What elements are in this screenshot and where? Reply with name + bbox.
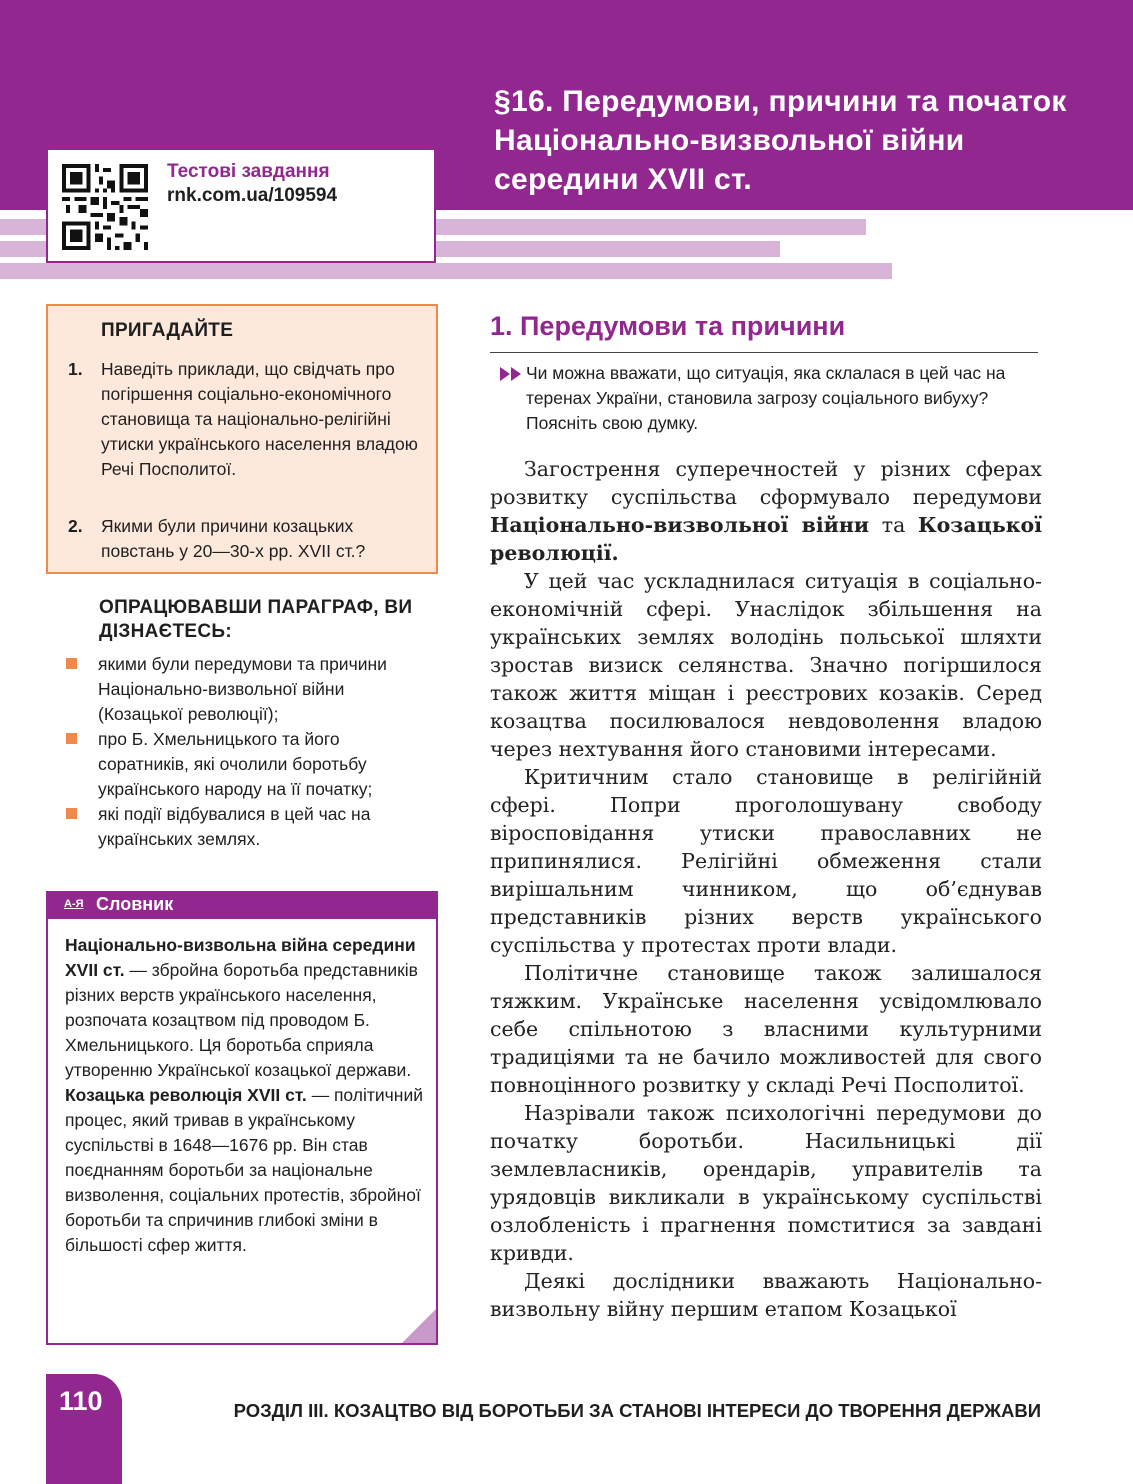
bold-term: Національно-визвольної війни <box>490 513 870 537</box>
qr-code-icon <box>62 164 148 250</box>
question-number: 1. <box>68 359 83 379</box>
dictionary-body <box>65 933 425 1258</box>
paragraph-text: та <box>869 513 918 537</box>
learn-title: ОПРАЦЮВАВШИ ПАРАГРАФ, ВИ ДІЗНАЄТЕСЬ: <box>99 597 413 642</box>
paragraph: Критичним стало становище в релігійній сфері. Попри проголошувану свободу віросповідання утиски православних не припинялися. Релігійні обмеження стали вирішальним чинником, що об’єднував представників різних верств українського суспільства у протестах проти влади. <box>490 765 1042 957</box>
question-number: 2. <box>68 516 83 536</box>
dictionary-term: Національно-визвольна війна середини XVII ст. <box>65 935 416 980</box>
qr-test-card <box>46 148 436 263</box>
chapter-footer: РОЗДІЛ III. КОЗАЦТВО ВІД БОРОТЬБИ ЗА СТАНОВІ ІНТЕРЕСИ ДО ТВОРЕННЯ ДЕРЖАВИ <box>233 1400 1041 1421</box>
paragraph: Політичне становище також залишалося тяжким. Українське населення усвідомлювало себе спільнотою з власними культурними традиціями та не бачило можливостей для свого повноцінного розвитку у складі Речі Посполитої. <box>490 961 1042 1097</box>
dictionary-definition: — політичний процес, який тривав в українському суспільстві в 1648—1676 рр. Він став поєднанням боротьби за національне визволення, соціальних протестів, збройної боротьби та спричинив глибокі зміни в більшості сфер життя. <box>65 1085 424 1255</box>
list-item <box>66 727 426 802</box>
page-corner-icon <box>402 1309 436 1343</box>
list-item-text: якими були передумови та причини Національно-визвольної війни (Козацької революції); <box>98 654 387 724</box>
paragraph: Назрівали також психологічні передумови до початку боротьби. Насильницькі дії землевласників, орендарів, управителів та урядовців викликали в українському суспільстві озлобленість і прагнення помститися за завдані кривди. <box>490 1101 1042 1265</box>
dictionary-definition: — збройна боротьба представників різних верств українського населення, розпочата козацтвом під проводом Б. Хмельницького. Ця боротьба сприяла утворенню Української козацької держави. <box>65 960 418 1080</box>
double-arrow-icon <box>500 367 524 381</box>
decorative-stripe <box>0 263 892 279</box>
square-bullet-icon <box>66 733 77 744</box>
dictionary-entry <box>65 1083 425 1258</box>
page-number-text: 110 <box>59 1386 103 1416</box>
list-item-text: про Б. Хмельницького та його соратників, які очолили боротьбу українського народу на її початку; <box>98 729 373 799</box>
section-heading: 1. Передумови та причини <box>490 311 846 341</box>
page-number <box>46 1374 122 1484</box>
dictionary-box <box>46 891 438 1345</box>
page-title <box>494 82 1104 199</box>
square-bullet-icon <box>66 808 77 819</box>
square-bullet-icon <box>66 658 77 669</box>
paragraph: Деякі дослідники вважають Національно-визвольну війну першим етапом Козацької <box>490 1269 1042 1321</box>
list-item <box>66 802 426 852</box>
remember-box <box>46 304 438 574</box>
question-text: Наведіть приклади, що свідчать про погіршення соціально-економічного становища та національно-релігійні утиски українського населення владою Речі Посполитої. <box>101 359 418 479</box>
dictionary-term: Козацька революція XVII ст. <box>65 1085 307 1105</box>
paragraph: У цей час ускладнилася ситуація в соціально-економічній сфері. Унаслідок збільшення на українських землях володінь польської шляхти зростав визиск селянства. Значно погіршилося також життя міщан і реєстрових козаків. Серед козацтва посилювалося невдоволення владою через нехтування його становими інтересами. <box>490 569 1042 761</box>
divider <box>490 352 1038 353</box>
paragraph-text: Загострення суперечностей у різних сферах розвитку суспільства сформувало передумови <box>490 457 1042 509</box>
paragraph <box>490 455 1042 567</box>
title-line: Національно-визвольної війни <box>494 124 965 157</box>
remember-title: ПРИГАДАЙТЕ <box>101 320 234 341</box>
qr-card-title: Тестові завдання <box>167 161 330 182</box>
dictionary-title: Словник <box>96 894 174 914</box>
learn-list <box>66 652 426 852</box>
dictionary-header <box>48 893 436 919</box>
dictionary-badge: А-Я <box>64 898 84 910</box>
bold-term: Козацької революції. <box>490 513 1042 565</box>
body-text <box>490 455 1042 1323</box>
list-item <box>66 652 426 727</box>
title-line: середини XVII ст. <box>494 163 752 196</box>
section-question-text: Чи можна вважати, що ситуація, яка склалася в цей час на теренах України, становила загрозу соціального вибуху? Поясніть свою думку. <box>526 363 1006 433</box>
qr-card-link[interactable]: rnk.com.ua/109594 <box>167 185 338 206</box>
question-text: Якими були причини козацьких повстань у 20—30-х рр. XVII ст.? <box>101 516 366 561</box>
title-line: §16. Передумови, причини та початок <box>494 85 1067 118</box>
dictionary-entry <box>65 933 425 1083</box>
list-item-text: які події відбувалися в цей час на українських землях. <box>98 804 371 849</box>
